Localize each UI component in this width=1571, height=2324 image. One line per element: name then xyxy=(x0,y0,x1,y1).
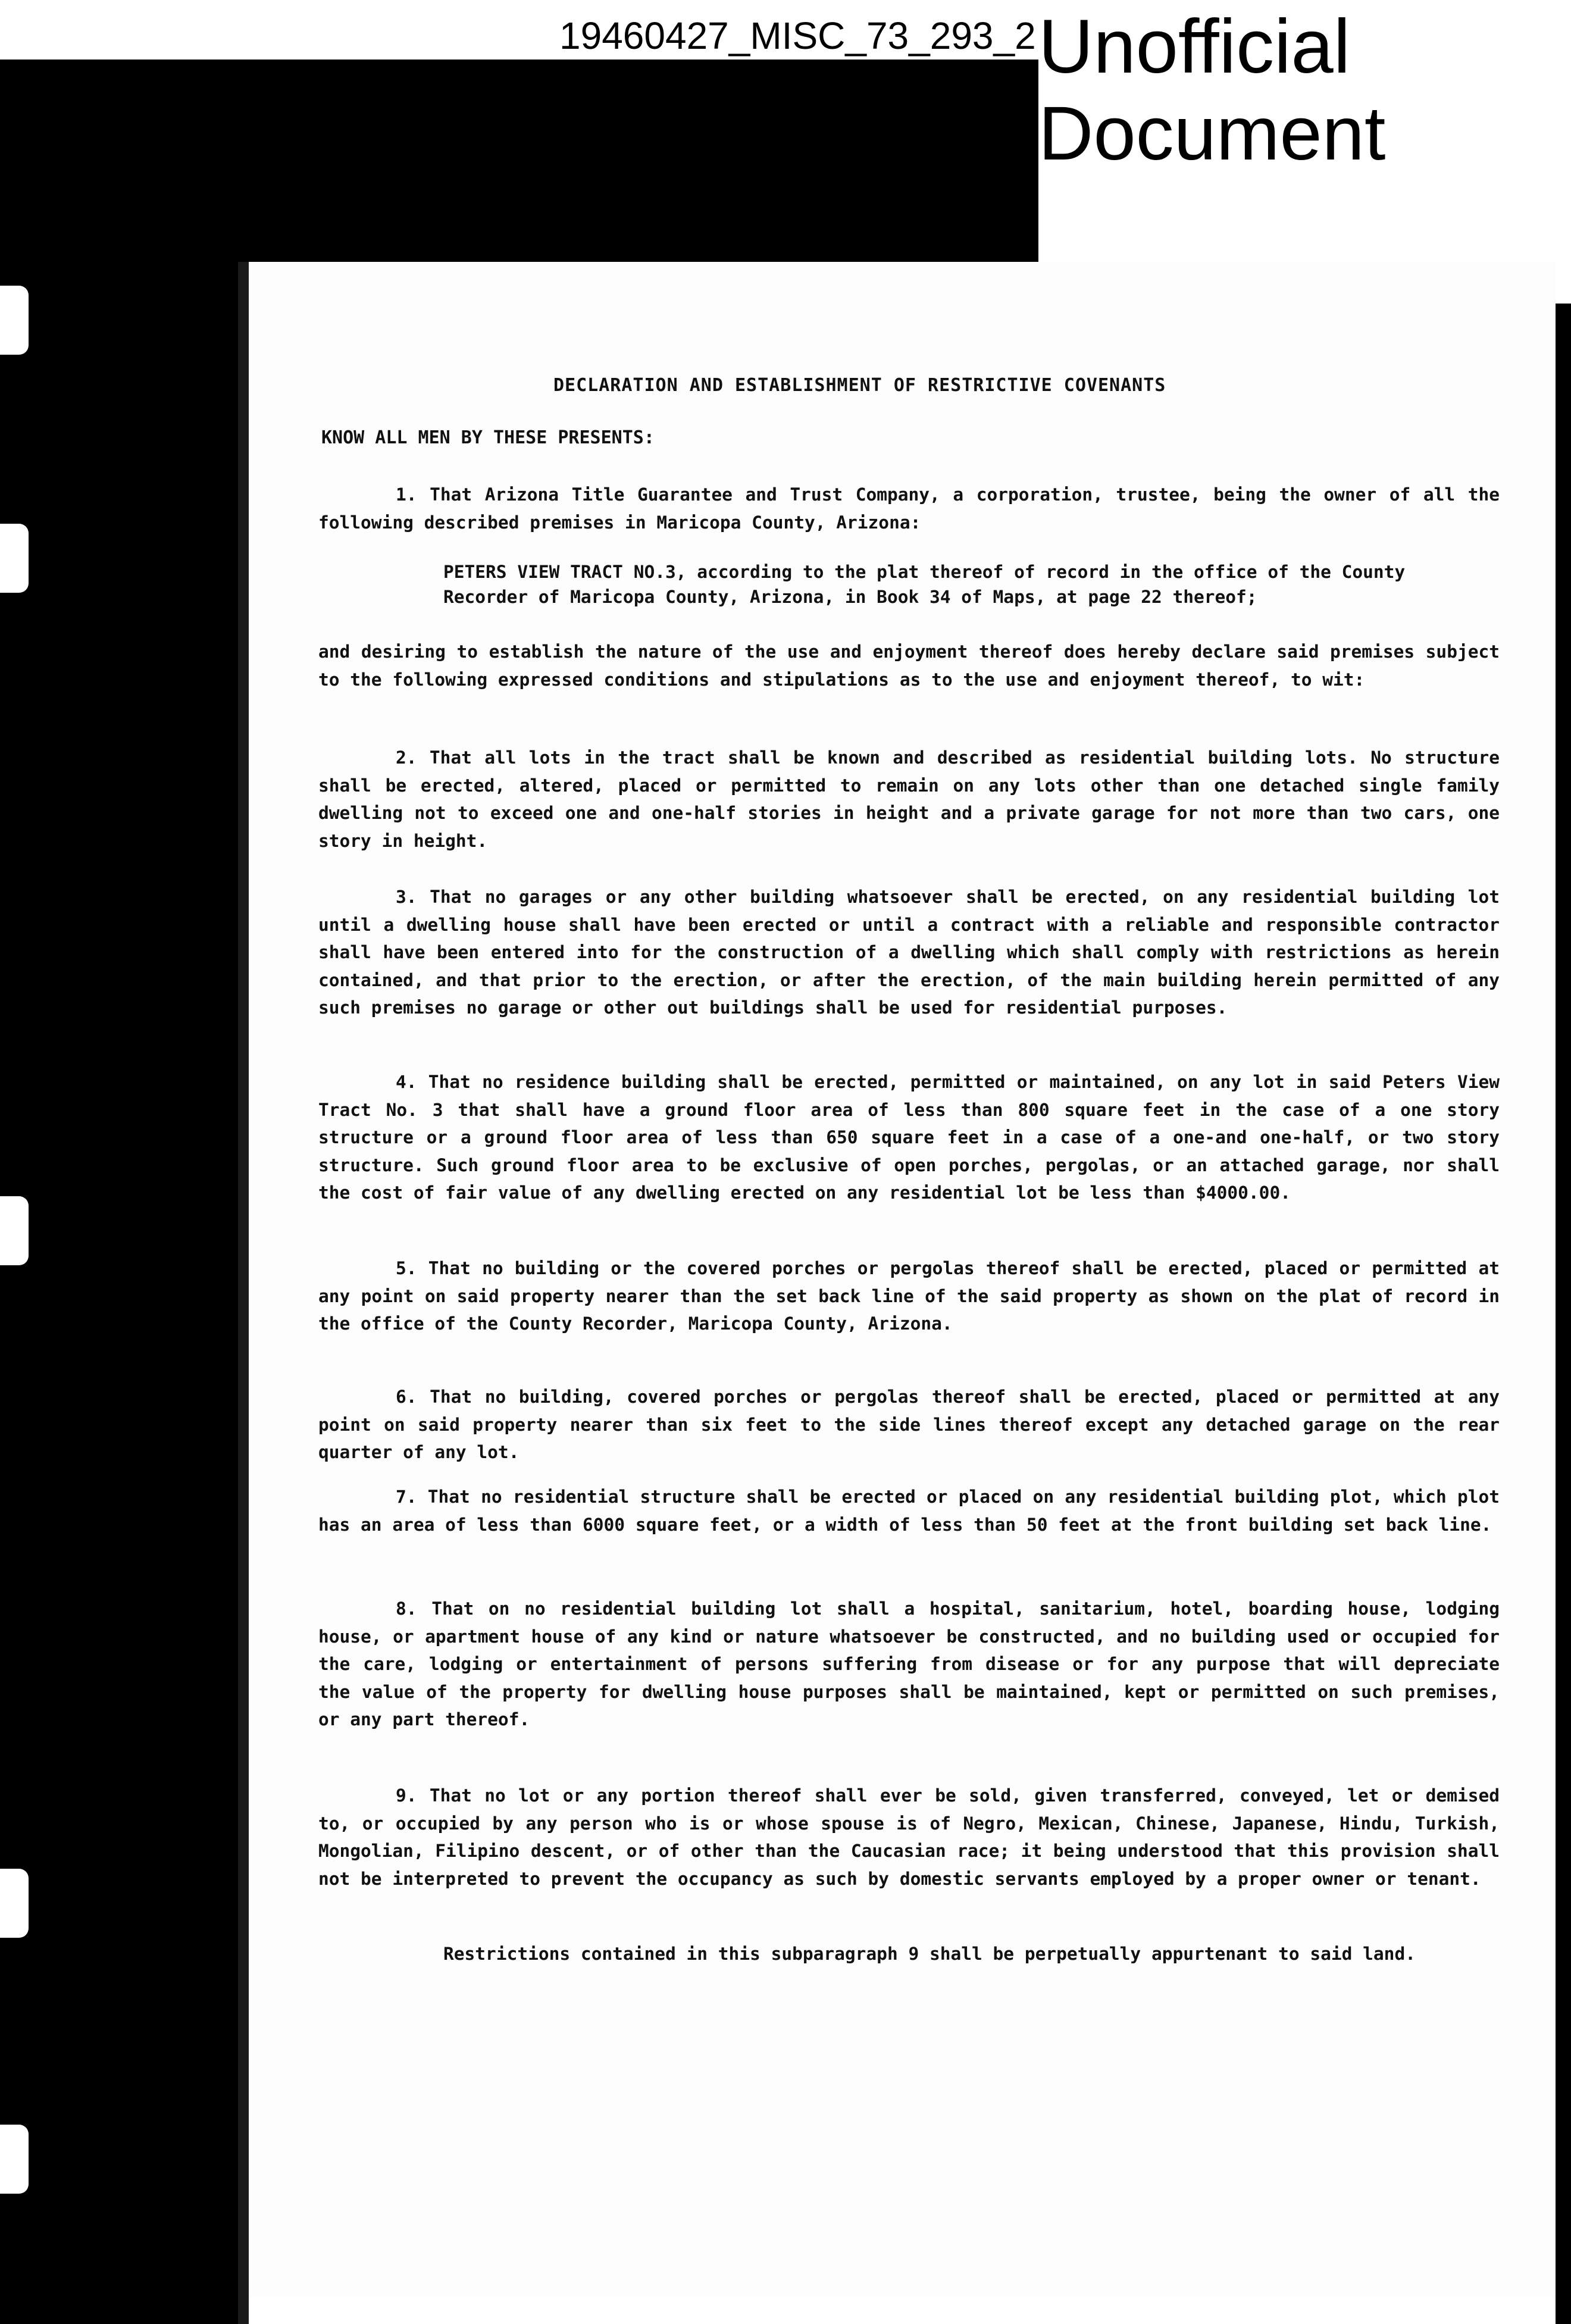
paragraph-9: 9. That no lot or any portion thereof shall ever be sold, given transferred, conveyed, let or demised to, or occupied by any person who is or whose spouse is of Negro, Mexican, Chinese, Japanese, Hindu, Turkish, Mongolian, Filipino descent, or of other than the Caucasian race; it being understood that this provision shall not be interpreted to prevent the occupancy as such by domestic servants employed by a proper owner or tenant. xyxy=(318,1785,1500,1889)
unofficial-document-stamp xyxy=(1038,4,1395,177)
film-hole xyxy=(0,1196,29,1265)
paragraph-8: 8. That on no residential building lot shall a hospital, sanitarium, hotel, boarding house, lodging house, or apartment house of any kind or nature whatsoever be constructed, and no building used or occupied for the care, lodging or entertainment of persons suffering from disease or for any purpose that will depreciate the value of the property for dwelling house purposes shall be maintained, kept or permitted on such premises, or any part thereof. xyxy=(318,1599,1500,1729)
salutation: KNOW ALL MEN BY THESE PRESENTS: xyxy=(321,427,655,448)
film-hole xyxy=(0,1869,29,1938)
paragraph-6: 6. That no building, covered porches or pergolas thereof shall be erected, placed or permitted at any point on said property nearer than six feet to the side lines thereof except any detached garage on the rear quarter of any lot. xyxy=(318,1387,1500,1462)
paragraph-1: 1. That Arizona Title Guarantee and Trust Company, a corporation, trustee, being the owner of all the following described premises in Maricopa County, Arizona: xyxy=(318,484,1500,533)
document-title: DECLARATION AND ESTABLISHMENT OF RESTRICTIVE COVENANTS xyxy=(553,375,1166,396)
paragraph-4: 4. That no residence building shall be erected, permitted or maintained, on any lot in said Peters View Tract No. 3 that shall have a ground floor area of less than 800 square feet in the case of a one story structure or a ground floor area of less than 650 square feet in a case of a one-and one-half, or two story structure. Such ground floor area to be exclusive of open porches, pergolas, or an attached garage, nor shall the cost of fair value of any dwelling erected on any residential lot be less than $4000.00. xyxy=(318,1072,1500,1203)
document-id-stamp: 19460427_MISC_73_293_2 xyxy=(559,11,1029,63)
scan-margin-right xyxy=(1556,304,1571,2324)
paragraph-2: 2. That all lots in the tract shall be known and described as residential building lots. No structure shall be erected, altered, placed or permitted to remain on any lots other than one detached single family dwelling not to exceed one and one-half stories in height and a private garage for not more than two cars, one story in height. xyxy=(318,747,1500,851)
film-hole xyxy=(0,286,29,355)
film-hole xyxy=(0,524,29,593)
film-hole xyxy=(0,2125,29,2194)
paragraph-3: 3. That no garages or any other building whatsoever shall be erected, on any residential building lot until a dwelling house shall have been erected or until a contract with a reliable and responsible contractor shall have been entered into for the construction of a dwelling which shall comply with restrictions as herein contained, and that prior to the erection, or after the erection, of the main building herein permitted of any such premises no garage or other out buildings shall be used for residential purposes. xyxy=(318,887,1500,1018)
restrictions-note: Restrictions contained in this subparagraph 9 shall be perpetually appurtenant to said land. xyxy=(443,1944,1416,1964)
paragraph-7: 7. That no residential structure shall be erected or placed on any residential building plot, which plot has an area of less than 6000 square feet, or a width of less than 50 feet at the front building set back line. xyxy=(318,1487,1500,1535)
stamp-label-line2: Document xyxy=(1038,91,1386,176)
scan-margin-edge xyxy=(238,262,249,2324)
scan-margin-left xyxy=(0,60,238,2324)
paragraph-1-continued: and desiring to establish the nature of the use and enjoyment thereof does hereby declare said premises subject to the following expressed conditions and stipulations as to the use and enjoyment thereof, to wit: xyxy=(318,642,1500,690)
paragraph-5: 5. That no building or the covered porches or pergolas thereof shall be erected, placed or permitted at any point on said property nearer than the set back line of the said property as shown on the plat of record in the office of the County Recorder, Maricopa County, Arizona. xyxy=(318,1258,1500,1334)
stamp-label-line1: Unofficial xyxy=(1038,4,1351,89)
legal-description: PETERS VIEW TRACT NO.3, according to the plat thereof of record in the office of the County Recorder of Maricopa County, Arizona, in Book 34 of Maps, at page 22 thereof; xyxy=(443,562,1406,607)
